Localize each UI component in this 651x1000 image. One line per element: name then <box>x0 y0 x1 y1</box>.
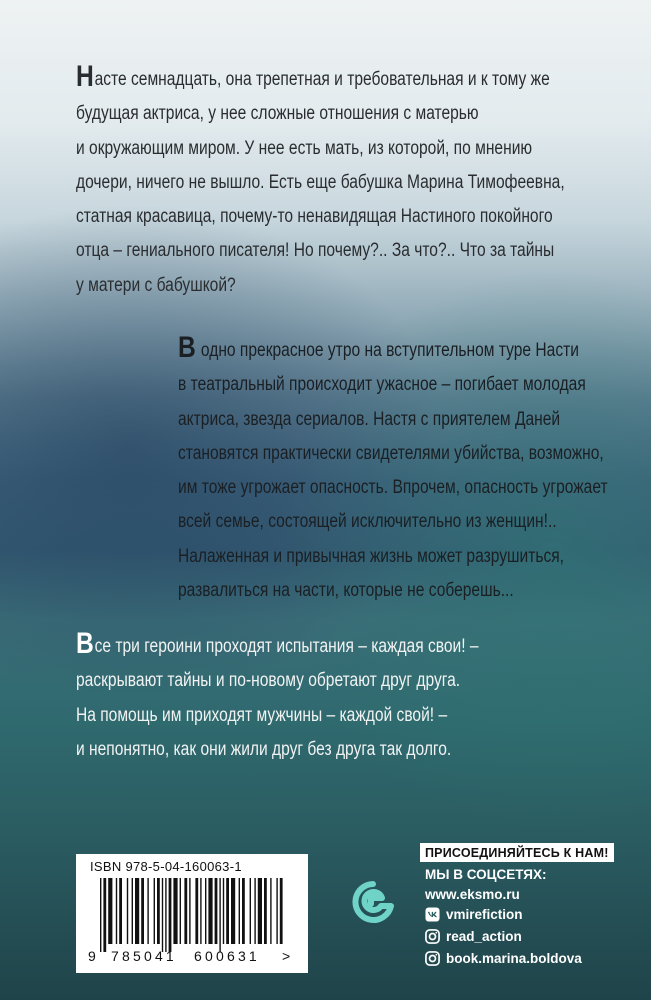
blurb-line: дочери, ничего не вышло. Есть еще бабушка Марина Тимофеевна, <box>76 171 565 193</box>
instagram-link-2[interactable]: book.marina.boldova <box>425 951 582 966</box>
blurb-line: развалиться на части, которые не соберешь... <box>178 580 514 602</box>
blurb-line: всей семье, состоящей исключительно из женщин!.. <box>178 511 557 533</box>
dropcap: Н <box>76 60 94 93</box>
blurb-line: На помощь им приходят мужчины – каждой свой! – <box>76 704 448 726</box>
networks-heading: МЫ В СОЦСЕТЯХ: <box>425 867 547 882</box>
instagram-link-1[interactable]: read_action <box>425 929 522 944</box>
blurb-paragraph-1 <box>76 60 565 303</box>
blurb-line: у матери с бабушкой? <box>76 274 236 296</box>
barcode-arrow: > <box>282 948 291 964</box>
blurb-line: в театральный происходит ужасное – погибает молодая <box>178 374 586 396</box>
isbn-label: ISBN 978-5-04-160063-1 <box>90 859 242 874</box>
vk-icon <box>425 907 440 922</box>
blurb-line: отца – гениального писателя! Но почему?.. За что?.. Что за тайны <box>76 240 555 262</box>
blurb-line: В одно прекрасное утро на вступительном туре Насти <box>178 331 579 364</box>
blurb-line: статная красавица, почему-то ненавидящая Настиного покойного <box>76 206 553 228</box>
blurb-line: Насте семнадцать, она трепетная и требовательная и к тому же <box>76 60 550 93</box>
website-link[interactable]: www.eksmo.ru <box>425 887 520 902</box>
blurb-line: актриса, звезда сериалов. Настя с приятелем Даней <box>178 408 561 430</box>
blurb-line: Налаженная и привычная жизнь может разрушиться, <box>178 545 565 567</box>
barcode-digits-left: 785041 <box>111 948 177 964</box>
blurb-paragraph-3 <box>76 627 479 767</box>
blurb-line: им тоже угрожает опасность. Впрочем, опасность угрожает <box>178 477 608 499</box>
dropcap: В <box>76 627 94 660</box>
eksmo-logo-icon <box>351 880 395 924</box>
barcode <box>76 854 308 973</box>
join-us-banner: ПРИСОЕДИНЯЙТЕСЬ К НАМ! <box>420 843 614 862</box>
social-block <box>420 843 610 966</box>
barcode-digits-right: 600631 <box>194 948 260 964</box>
barcode-digit-first: 9 <box>88 948 96 964</box>
blurb-line: и непонятно, как они жили друг без друга так долго. <box>76 738 452 760</box>
blurb-line: Все три героини проходят испытания – каждая свои! – <box>76 627 479 660</box>
instagram-icon <box>425 951 440 966</box>
blurb-line: будущая актриса, у нее сложные отношения с матерью <box>76 103 479 125</box>
blurb-line: раскрывают тайны и по-новому обретают друг друга. <box>76 670 461 692</box>
instagram-icon <box>425 929 440 944</box>
blurb-paragraph-2 <box>178 331 608 608</box>
blurb-line: и окружающим миром. У нее есть мать, из которой, по мнению <box>76 137 533 159</box>
vk-link[interactable]: vmirefiction <box>425 907 523 922</box>
dropcap: В <box>178 331 196 364</box>
blurb-line: становятся практически свидетелями убийства, возможно, <box>178 442 604 464</box>
